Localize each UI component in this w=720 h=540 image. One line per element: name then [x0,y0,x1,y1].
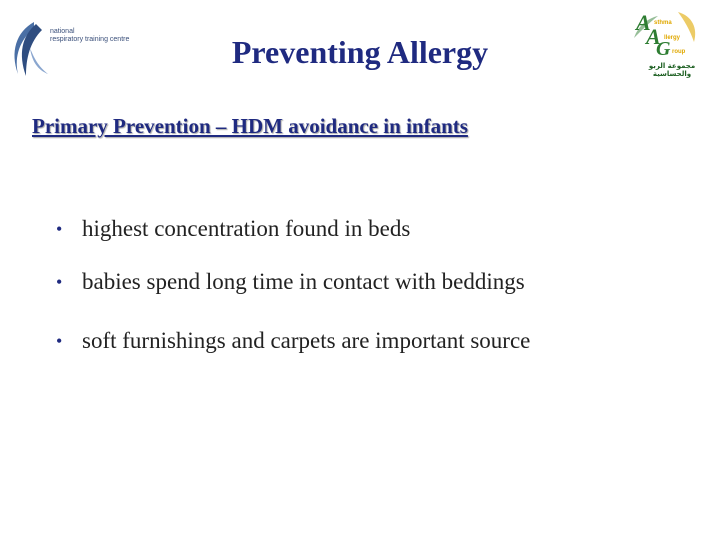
bullet-text: soft furnishings and carpets are important source [82,328,531,353]
slide-subtitle: Primary Prevention – HDM avoidance in infants [32,114,468,138]
aag-word: sthma [654,20,672,26]
aag-letter: G [656,38,671,60]
nrtc-line: national [50,28,75,35]
slide-title: Preventing Allergy [231,34,489,70]
aag-word: roup [672,49,686,55]
bullet-text: babies spend long time in contact with beddings [82,269,525,294]
bullet-icon: • [56,272,63,292]
bullet-icon: • [56,331,63,351]
bullet-icon: • [56,219,63,239]
aag-arabic-name: مجموعة الربو والحساسية [648,62,696,78]
aag-letter: A [646,24,661,49]
bullet-text: highest concentration found in beds [82,216,411,241]
nrtc-line: respiratory training centre [50,36,130,43]
aag-word: llergy [664,35,681,41]
aag-letter: A [636,10,651,35]
